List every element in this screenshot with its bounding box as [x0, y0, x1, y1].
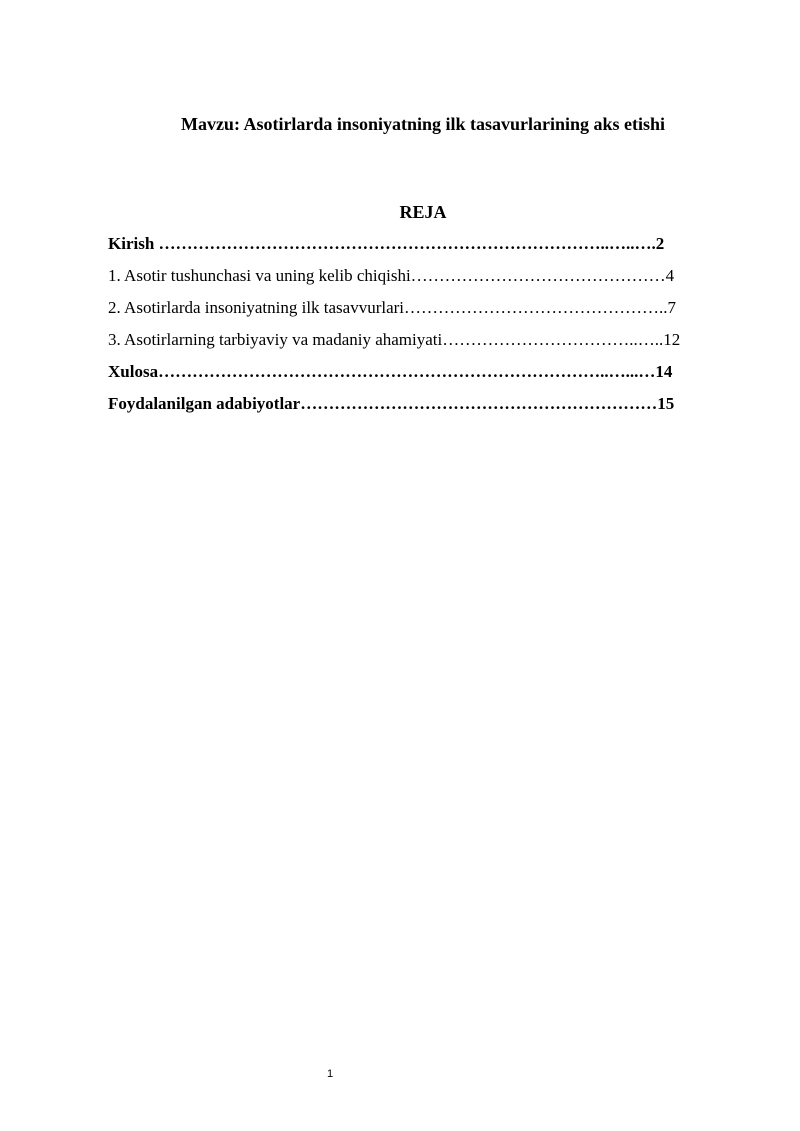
toc-entry-introduction: Kirish ……………………………………………………………………..…..….2 — [108, 234, 665, 253]
toc-entry-section-1: 1. Asotir tushunchasi va uning kelib chiqishi………………………………………4 — [108, 266, 675, 285]
toc-entry-conclusion: Xulosa……………………………………………………………………..…...…14 — [108, 362, 673, 381]
plan-heading: REJA — [399, 202, 447, 222]
page-number: 1 — [326, 1068, 334, 1080]
toc-entry-section-3: 3. Asotirlarning tarbiyaviy va madaniy ahamiyati……………………………..…..12 — [108, 330, 681, 349]
toc-entry-references: Foydalanilgan adabiyotlar………………………………………………………15 — [108, 394, 675, 413]
document-topic: Mavzu: Asotirlarda insoniyatning ilk tasavurlarining aks etishi — [180, 114, 666, 134]
toc-entry-section-2: 2. Asotirlarda insoniyatning ilk tasavvurlari………………………………………..7 — [108, 298, 677, 317]
